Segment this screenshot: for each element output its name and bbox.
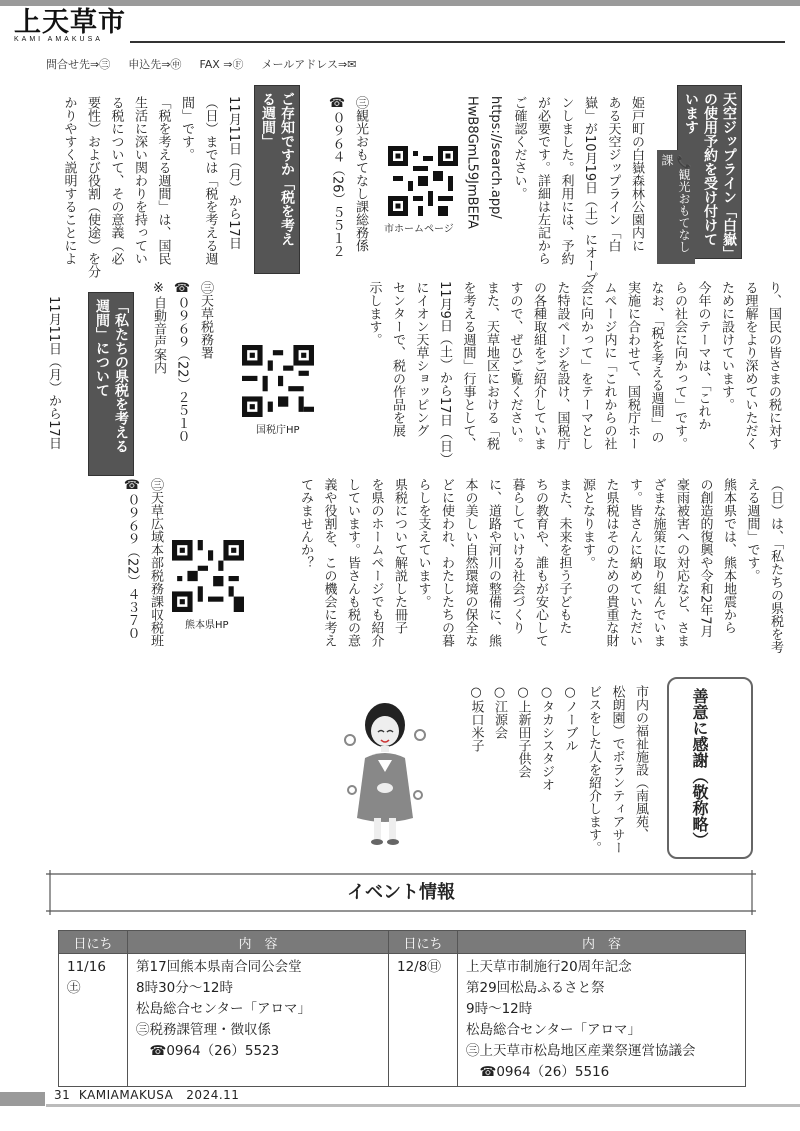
event-date-1: 11/16㊏ xyxy=(59,954,128,1087)
legend-fax: FAX ⇒Ⓕ xyxy=(199,58,244,71)
event-line: 第29回松島ふるさと祭 xyxy=(466,980,605,996)
events-table xyxy=(58,930,746,1087)
pref-tax-title: 「私たちの県税を考える 週間」について xyxy=(88,292,134,476)
qr-code-city[interactable] xyxy=(388,146,458,216)
zipline-title: 天空ジップライン「白嶽」 の使用予約を受け付けて います xyxy=(677,85,742,259)
col-date-2: 日にち xyxy=(389,931,458,954)
event-line: ☎0964（26）5523 xyxy=(136,1043,280,1059)
header-rule xyxy=(130,41,785,43)
footer xyxy=(54,1088,239,1102)
qr-label-nta: 国税庁HP xyxy=(256,425,300,436)
col-content-1: 内 容 xyxy=(128,931,389,954)
legend xyxy=(46,56,356,72)
event-line: ☎0964（26）5516 xyxy=(466,1064,610,1080)
events-header xyxy=(46,870,756,915)
pref-tax-contact: ㊂天草広域本部税務課収税班 ☎０９６９（22）４３７０ xyxy=(124,478,163,647)
qr-code-pref[interactable] xyxy=(172,540,244,612)
top-bar xyxy=(0,0,800,6)
event-content-1 xyxy=(128,954,389,1087)
events-title: イベント情報 xyxy=(347,882,455,903)
event-line: ㊂税務課管理・徴収係 xyxy=(136,1022,271,1038)
legend-apply: 申込先⇒㊥ xyxy=(128,58,182,71)
footer-bar xyxy=(0,1092,45,1106)
events-row xyxy=(59,954,746,1087)
event-line: ㊂上天草市松島地区産業祭運営協議会 xyxy=(466,1043,696,1059)
page-number: 31 xyxy=(54,1088,71,1102)
col-content-2: 内 容 xyxy=(458,931,746,954)
thanks-frame xyxy=(667,677,753,859)
event-date-2: 12/8㊐ xyxy=(389,954,458,1087)
event-line: 第17回熊本県南合同公会堂 xyxy=(136,959,302,975)
zipline-dept: 📞観光おもてなし課 xyxy=(657,150,695,264)
event-content-2 xyxy=(458,954,746,1087)
events-table-header xyxy=(59,931,746,954)
logo-roman: KAMI AMAKUSA xyxy=(14,36,103,43)
issue-date: 2024.11 xyxy=(186,1088,240,1102)
qr-code-nta[interactable] xyxy=(242,345,314,417)
event-line: 8時30分〜12時 xyxy=(136,980,233,996)
qr-label-pref: 熊本県HP xyxy=(185,620,229,631)
legend-email: メールアドレス⇒✉ xyxy=(261,58,357,71)
thanks-body: 市内の福祉施設（南風苑、 松朗園）でボランティアサー ビスをした人を紹介します。 ○ノーブル ○タカシスタジオ ○上新田子供会 ○江源会 ○坂口米子 xyxy=(468,685,648,854)
tax-week-body: 11月11日（月）から17日 （日）までは「税を考える週 間」です。 「税を考える週間」は、国民 生活に深い関わりを持ってい る税について、その意義（必 要性）および役割（使途）を分 かりやすく説明することによ xyxy=(61,96,241,278)
zipline-body: 姫戸町の白嶽森林公園内に ある天空ジップライン「白 嶽」が10月19日（土）にオープ ンしました。利用には、予約 が必要です。詳細は左記から ご確認ください。 https://search.app/ HwB8GmL59JmBEFA xyxy=(464,96,644,286)
thanks-title: 善意に感謝（敬称略） xyxy=(690,688,709,848)
event-line: 上天草市制施行20周年記念 xyxy=(466,959,632,975)
pref-tax-body: （日）は、「私たちの県税を考 える週間」です。 熊本県では、熊本地震から の創造的復興や令和2年7月 豪雨被害への対応など、さま ざまな施策に取り組んでいま す。皆さんに納めていただい た県税はそのための貴重な財 源となります。 また、未来を担う子どもた ちの教育や、誰もが安心して 暮らしていける社会づくり に、道路や河川の整備に、熊 本の美しい自然環境の保全な どに使われ、わたしたちの暮 らしを支えています。 県税について解説した冊子 を県のホームページでも紹介 しています。皆さんも税の意 義や役割を、この機会に考え てみませんか？ xyxy=(298,478,783,654)
zipline-contact: ㊂観光おもてなし課総務係 ☎０９６４（26）５５１２ xyxy=(329,96,368,258)
event-line: 松島総合センター「アロマ」 xyxy=(136,1001,311,1017)
tax-week-continuation: り、国民の皆さまの税に対す る理解をより深めていただく ために設けています。 今年のテーマは、「これか らの社会に向かって」です。 なお、「税を考える週間」の 実施に合わせて、国税庁ホー ムページ内に「これからの社 会に向かって」をテーマとし た特設ページを設け、国税庁 の各種取組をご紹介していま すので、ぜひご覧ください。 また、天草地区における「税 を考える週間」行事として、 11月9日（土）から17日（日） にイオン天草ショッピング センターで、税の作品を展 示します。 xyxy=(366,281,781,466)
event-line: 9時〜12時 xyxy=(466,1001,533,1017)
col-date-1: 日にち xyxy=(59,931,128,954)
tax-office-contact: ㊂天草税務署 ☎０９６９（22）２５１０ ※自動音声案内 xyxy=(151,281,213,443)
woman-bowing-illustration xyxy=(340,700,430,850)
legend-inquiry: 問合せ先⇒㊂ xyxy=(46,58,111,71)
logo xyxy=(14,8,126,43)
magazine-name: KAMIAMAKUSA xyxy=(78,1088,174,1102)
pref-tax-body-start: 11月11日（月）から17日 xyxy=(46,296,61,450)
tax-week-title: ご存知ですか「税を考え る週間」 xyxy=(254,85,300,274)
logo-title: 上天草市 xyxy=(14,7,126,38)
footer-rule xyxy=(46,1104,800,1107)
event-line: 松島総合センター「アロマ」 xyxy=(466,1022,641,1038)
qr-label-city: 市ホームページ xyxy=(384,224,454,235)
